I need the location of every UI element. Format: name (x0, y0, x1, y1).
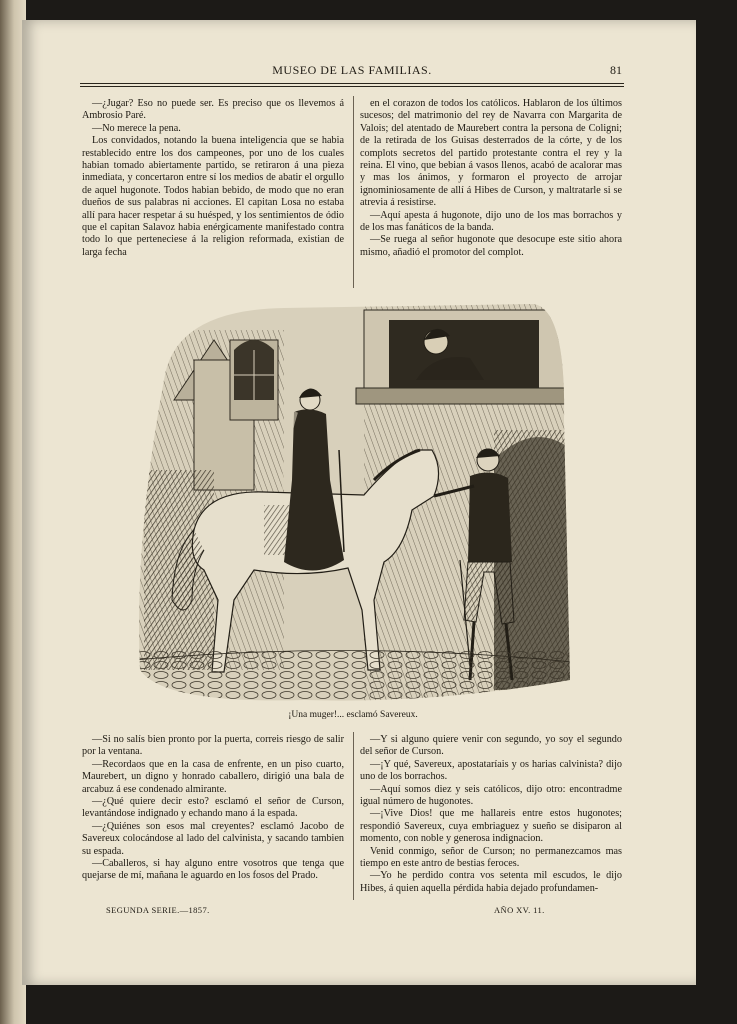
bottom-right-column (360, 734, 622, 895)
engraving-image (134, 300, 572, 708)
footer-series: SEGUNDA SERIE.—1857. (106, 905, 210, 915)
paragraph: —Yo he perdido contra vos setenta mil escudos, le dijo Hibes, á quien aquella pérdida habia dejado profundamen- (360, 870, 622, 894)
paragraph: Venid conmigo, señor de Curson; no permanezcamos mas tiempo en este antro de bestias feroces. (360, 845, 622, 870)
paragraph: —Aquí apesta á hugonote, dijo uno de los mas borrachos y de los mas fanáticos de la banda. (360, 209, 622, 234)
running-head (82, 60, 622, 80)
header-rule-thin (80, 86, 624, 87)
paragraph: Los convidados, notando la buena inteligencia que se habia restablecido entre los dos campeones, por uno de los cuales habian tomado abiertamente partido, se retiraron á una pieza inmediata, y concertaron entre sí los medios de abatir el orgullo de aquel hugonote. Todos habian bebido, de modo que no eran dueños de sus palabras ni acciones. El capitan Losa no estaba allí para hacer respetar á su huésped, y los sentimientos de ódio que el capitan Salavoz habia enérgicamente manifestado contra todo lo que perteneciese á la religion reformada, existian de larga fecha (82, 135, 344, 258)
paragraph: —Si no salís bien pronto por la puerta, correis riesgo de salir por la ventana. (82, 734, 344, 758)
column-separator (353, 96, 354, 288)
paragraph: —¿Quiénes son esos mal creyentes? esclamó Jacobo de Savereux colocándose al lado del calvinista, y sacando tambien su espada. (82, 820, 344, 857)
footer-issue: AÑO XV. 11. (494, 905, 545, 915)
paragraph: —¡Y qué, Savereux, apostataríais y os harias calvinista? dijo uno de los borrachos. (360, 758, 622, 783)
paragraph: —¿Jugar? Eso no puede ser. Es preciso que os llevemos á Ambrosio Paré. (82, 98, 344, 122)
book-page (22, 20, 696, 985)
running-title: MUSEO DE LAS FAMILIAS. (272, 63, 432, 77)
paragraph: —¿Qué quiere decir esto? esclamó el señor de Curson, levantándose indignado y echando mano á la espada. (82, 796, 344, 820)
paragraph: —Recordaos que en la casa de enfrente, en un piso cuarto, Maurebert, un digno y honrado caballero, dirigió una bala de arcabuz á ese condenado almirante. (82, 758, 344, 795)
paragraph: —Y si alguno quiere venir con segundo, yo soy el segundo del señor de Curson. (360, 734, 622, 758)
header-rule (80, 83, 624, 84)
bottom-left-column (82, 734, 344, 883)
top-right-column (360, 98, 622, 259)
paragraph: en el corazon de todos los católicos. Hablaron de los últimos sucesos; del matrimonio del rey de Navarra con Margarita de Valois; del atentado de Maurebert contra la persona de Coligni; de la retirada de los Guisas desterrados de la córte, y de los complots secretos del partido protestante contra el rey y la reina. El vino, que bebian á vasos llenos, acabó de acalorar mas y mas los ánimos, y formaron el proyecto de arrojar ignominiosamente de allí á Hibes de Curson, y maltratarle si se atrevia á resistirse. (360, 98, 622, 209)
figure-caption: ¡Una muger!... esclamó Savereux. (288, 710, 418, 720)
paragraph: —Caballeros, si hay alguno entre vosotros que tenga que quejarse de mí, mañana le aguardo en los fosos del Prado. (82, 858, 344, 882)
column-separator (353, 732, 354, 900)
paragraph: —Aquí somos diez y seis católicos, dijo otro: encontradme igual número de hugonotes. (360, 783, 622, 808)
paragraph: —No merece la pena. (92, 122, 181, 134)
engraving-illustration (134, 300, 572, 708)
top-left-column (82, 98, 344, 259)
page-number: 81 (610, 63, 622, 77)
paragraph: —Se ruega al señor hugonote que desocupe este sitio ahora mismo, añadió el promotor del complot. (360, 234, 622, 258)
paragraph: —¡Vive Dios! que me hallareis entre estos hugonotes; respondió Savereux, cuya embriaguez y sueño se disiparon al momento, con noble y generosa indignacion. (360, 808, 622, 845)
